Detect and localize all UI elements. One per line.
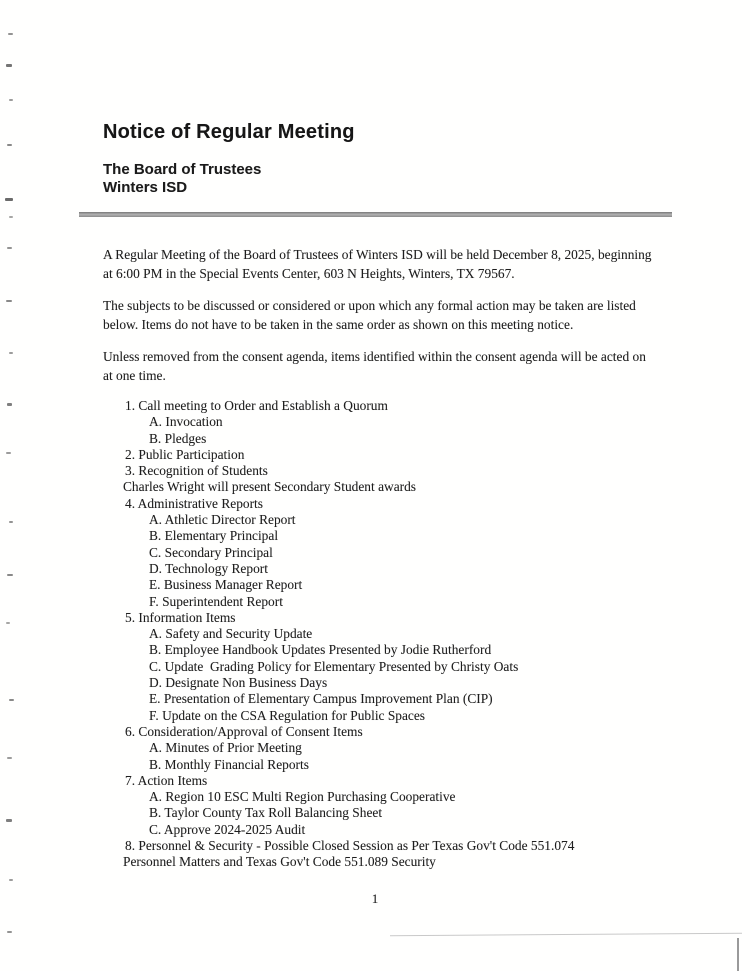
scan-artifact-streak xyxy=(737,938,739,971)
meeting-details-paragraph: A Regular Meeting of the Board of Trustees of Winters ISD will be held December 8, 2025, beginning at 6:00 PM in the Special Events Center, 603 N Heights, Winters, TX 79567. xyxy=(103,247,652,281)
document-content xyxy=(103,121,655,871)
agenda-line: 4. Administrative Reports xyxy=(125,495,263,511)
page-number: 1 xyxy=(371,891,379,906)
agenda-line: B. Monthly Financial Reports xyxy=(149,756,309,772)
agenda-line: 8. Personnel & Security - Possible Closed Session as Per Texas Gov't Code 551.074 xyxy=(125,838,575,854)
agenda-line: 3. Recognition of Students xyxy=(125,463,268,479)
agenda-line: C. Update Grading Policy for Elementary Presented by Christy Oats xyxy=(149,658,519,674)
agenda-line: 5. Information Items xyxy=(125,609,236,625)
agenda-line: B. Elementary Principal xyxy=(149,528,279,544)
agenda-line: A. Minutes of Prior Meeting xyxy=(149,740,302,756)
agenda-line: C. Secondary Principal xyxy=(149,544,273,560)
scan-artifact-line xyxy=(390,933,742,936)
agenda-line: B. Pledges xyxy=(149,430,207,446)
agenda-line: A. Athletic Director Report xyxy=(149,512,296,528)
consent-agenda-paragraph: Unless removed from the consent agenda, items identified within the consent agenda will be acted on at one time. xyxy=(103,349,646,383)
agenda-line: A. Invocation xyxy=(149,414,223,430)
agenda-line: C. Approve 2024-2025 Audit xyxy=(149,821,306,837)
subjects-paragraph: The subjects to be discussed or considered or upon which any formal action may be taken are listed below. Items do not have to be taken in the same order as shown on this meeting notice. xyxy=(103,298,636,332)
agenda-line: Charles Wright will present Secondary Student awards xyxy=(123,479,416,495)
agenda-line: Personnel Matters and Texas Gov't Code 551.089 Security xyxy=(123,854,436,870)
agenda-line: D. Technology Report xyxy=(149,560,268,576)
agenda-line: 7. Action Items xyxy=(125,772,208,788)
horizontal-rule xyxy=(79,212,672,217)
agenda-line: F. Update on the CSA Regulation for Public Spaces xyxy=(149,707,426,723)
subtitle-line-board: The Board of Trustees xyxy=(103,161,262,178)
agenda-line: 6. Consideration/Approval of Consent Items xyxy=(125,723,363,739)
agenda-line: E. Business Manager Report xyxy=(149,577,303,593)
agenda-line: E. Presentation of Elementary Campus Improvement Plan (CIP) xyxy=(149,691,493,707)
agenda-line: 2. Public Participation xyxy=(125,446,245,462)
subtitle-line-district: Winters ISD xyxy=(103,179,188,196)
agenda-line: D. Designate Non Business Days xyxy=(149,675,328,691)
agenda-list xyxy=(103,398,655,871)
document-subtitle xyxy=(103,161,655,197)
agenda-line: B. Employee Handbook Updates Presented by Jodie Rutherford xyxy=(149,642,492,658)
document-title: Notice of Regular Meeting xyxy=(103,121,355,143)
agenda-line: A. Safety and Security Update xyxy=(149,626,313,642)
agenda-line: F. Superintendent Report xyxy=(149,593,283,609)
agenda-line: 1. Call meeting to Order and Establish a Quorum xyxy=(125,398,388,413)
agenda-line: B. Taylor County Tax Roll Balancing Sheet xyxy=(149,805,383,821)
agenda-line: A. Region 10 ESC Multi Region Purchasing Cooperative xyxy=(149,789,456,805)
